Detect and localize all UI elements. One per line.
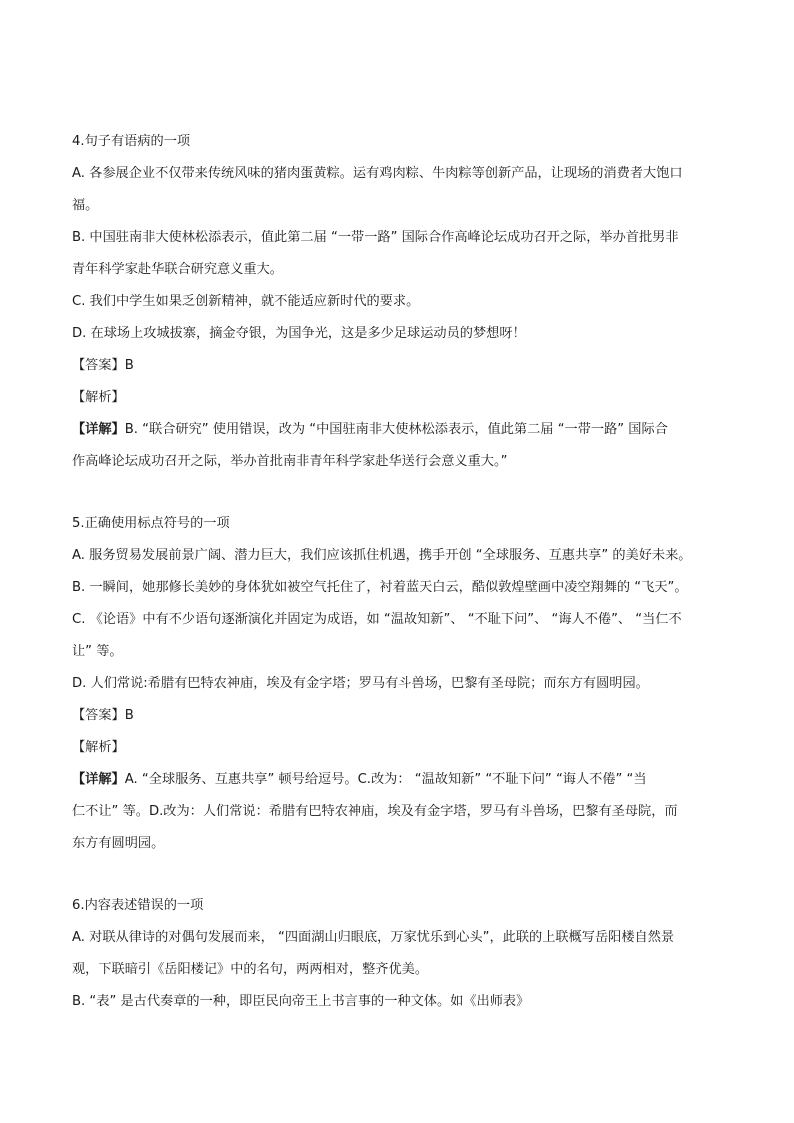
q4-option-b-line2: 青年科学家赴华联合研究意义重大。 xyxy=(72,262,283,277)
q4-option-c: C. 我们中学生如果乏创新精神，就不能适应新时代的要求。 xyxy=(72,294,420,309)
q5-title: 5.正确使用标点符号的一项 xyxy=(72,516,230,531)
q5-detail-line2: 仁不让” 等。D.改为：人们常说：希腊有巴特农神庙，埃及有金字塔，罗马有斗兽场，巴黎有圣母院，而 xyxy=(72,804,678,819)
q4-option-d: D. 在球场上攻城拔寨，摘金夺银，为国争光，这是多少足球运动员的梦想呀！ xyxy=(72,326,526,341)
q5-option-a: A. 服务贸易发展前景广阔、潜力巨大，我们应该抓住机遇，携手开创 “全球服务、互惠共享” 的美好未来。 xyxy=(72,548,692,563)
q4-detail-line2: 作高峰论坛成功召开之际，举办首批南非青年科学家赴华送行会意义重大。” xyxy=(72,454,508,469)
q5-option-d: D. 人们常说:希腊有巴特农神庙，埃及有金字塔；罗马有斗兽场，巴黎有圣母院；而东方有圆明园。 xyxy=(72,676,649,691)
q6-title: 6.内容表述错误的一项 xyxy=(72,898,204,913)
q5-option-c-line2: 让” 等。 xyxy=(72,644,123,659)
q5-analysis-label: 【解析】 xyxy=(72,740,125,755)
q5-detail-text: A. “全球服务、互惠共享” 顿号给逗号。C.改为： “温故知新” “不耻下问” “诲人不倦” “当 xyxy=(124,772,647,787)
q5-detail-line1 xyxy=(72,770,647,790)
q5-detail-line3: 东方有圆明园。 xyxy=(72,836,165,851)
q6-option-a-line2: 观，下联暗引《岳阳楼记》中的名句，两两相对，整齐优美。 xyxy=(72,962,429,977)
q4-option-a-line1: A. 各参展企业不仅带来传统风味的猪肉蛋黄粽。运有鸡肉粽、牛肉粽等创新产品，让现场的消费者大饱口 xyxy=(72,166,683,181)
q6-option-a-line1: A. 对联从律诗的对偶句发展而来， “四面湖山归眼底，万家忧乐到心头”，此联的上联概写岳阳楼自然景 xyxy=(72,930,675,945)
q6-option-b-line1: B. “表” 是古代奏章的一种，即臣民向帝王上书言事的一种文体。如《出师表》 xyxy=(72,994,530,1009)
q4-title: 4.句子有语病的一项 xyxy=(72,134,191,149)
q4-analysis-label: 【解析】 xyxy=(72,390,125,405)
q4-answer: 【答案】B xyxy=(72,358,134,373)
q4-detail-line1 xyxy=(72,420,668,440)
q4-detail-text: B. “联合研究” 使用错误，改为 “中国驻南非大使林松添表示，值此第二届 “一带一路” 国际合 xyxy=(124,422,668,437)
q4-option-b-line1: B. 中国驻南非大使林松添表示，值此第二届 “一带一路” 国际合作高峰论坛成功召开之际，举办首批男非 xyxy=(72,230,679,245)
q5-answer: 【答案】B xyxy=(72,708,134,723)
q5-detail-label: 【详解】 xyxy=(72,772,125,787)
q5-option-c-line1: C. 《论语》中有不少语句逐渐演化并固定为成语，如 “温故知新”、 “不耻下问”、 “诲人不倦”、 “当仁不 xyxy=(72,612,682,627)
q5-option-b: B. 一瞬间，她那修长美妙的身体犹如被空气托住了，衬着蓝天白云，酷似敦煌壁画中凌空翔舞的 “飞天”。 xyxy=(72,580,688,595)
q4-option-a-line2: 福。 xyxy=(72,198,99,213)
q4-detail-label: 【详解】 xyxy=(72,422,125,437)
